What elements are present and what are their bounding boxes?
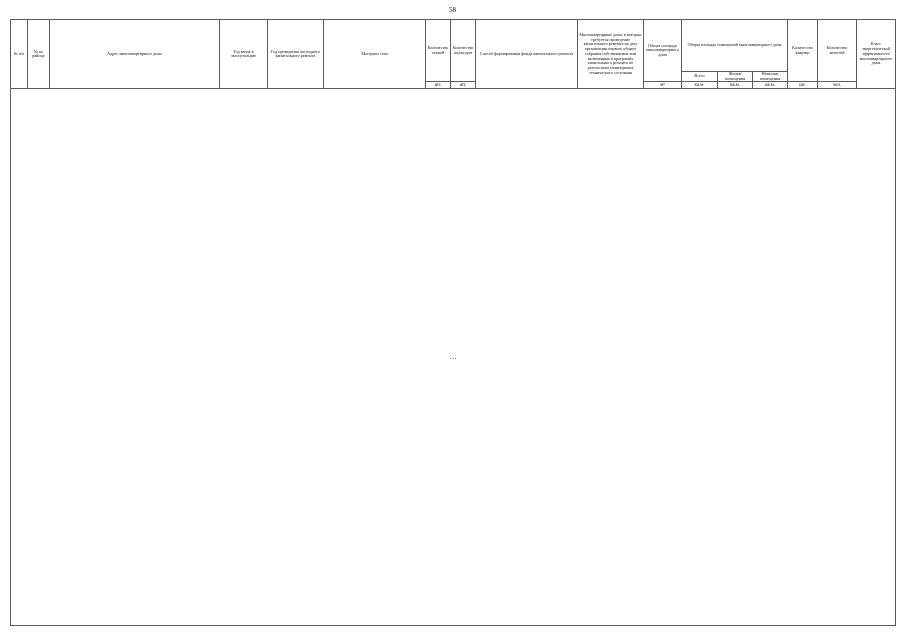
- unit-floors: шт.: [426, 82, 451, 89]
- page-number: 58: [449, 6, 456, 14]
- col-group-premises-area: Общая площадь помещений многоквартирного дома: [682, 20, 788, 72]
- col-entrances: Количество подъездов: [451, 20, 476, 82]
- col-floors: Количество этажей: [426, 20, 451, 82]
- col-row-no: № п/п: [11, 20, 28, 89]
- col-premises-total: Всего: [682, 72, 718, 82]
- col-residents: Количество жителей: [818, 20, 857, 82]
- unit-premises-nonresidential: кв.м.: [753, 82, 788, 89]
- col-energy-class: Класс энергетической эффективности многоквартирного дома: [857, 20, 896, 89]
- col-year-commissioned: Год ввода в эксплуатацию: [220, 20, 268, 89]
- col-year-last-overhaul: Год проведения последнего капитального ремонта: [268, 20, 324, 89]
- col-apartments: Количество квартир: [788, 20, 818, 82]
- col-premises-nonresidential: Нежилые помещения: [753, 72, 788, 82]
- unit-entrances: шт.: [451, 82, 476, 89]
- unit-premises-residential: кв.м.: [718, 82, 753, 89]
- unit-total-area: м²: [644, 82, 682, 89]
- housing-register-table: [10, 19, 896, 626]
- col-wall-material: Материал стен: [324, 20, 426, 89]
- col-total-area: Общая площадь многоквартирного дома: [644, 20, 682, 82]
- table-rows-placeholder: …: [11, 89, 896, 626]
- col-fund-method: Способ формирования фонда капитального ремонта: [476, 20, 578, 89]
- table-row: [11, 89, 896, 626]
- col-needs-repair: Многоквартирные дома, в которых требуется проведение капитального ремонта на дату организации первого общего собрания собственников или включенные в программу капитального ремонта по результатам мониторинга технического состояния: [578, 20, 644, 89]
- col-premises-residential: Жилые помещения: [718, 72, 753, 82]
- unit-apartments: шт.: [788, 82, 818, 89]
- col-region-no: № по району: [28, 20, 50, 89]
- col-address: Адрес многоквартирного дома: [50, 20, 220, 89]
- unit-residents: чел.: [818, 82, 857, 89]
- unit-premises-total: кв.м.: [682, 82, 718, 89]
